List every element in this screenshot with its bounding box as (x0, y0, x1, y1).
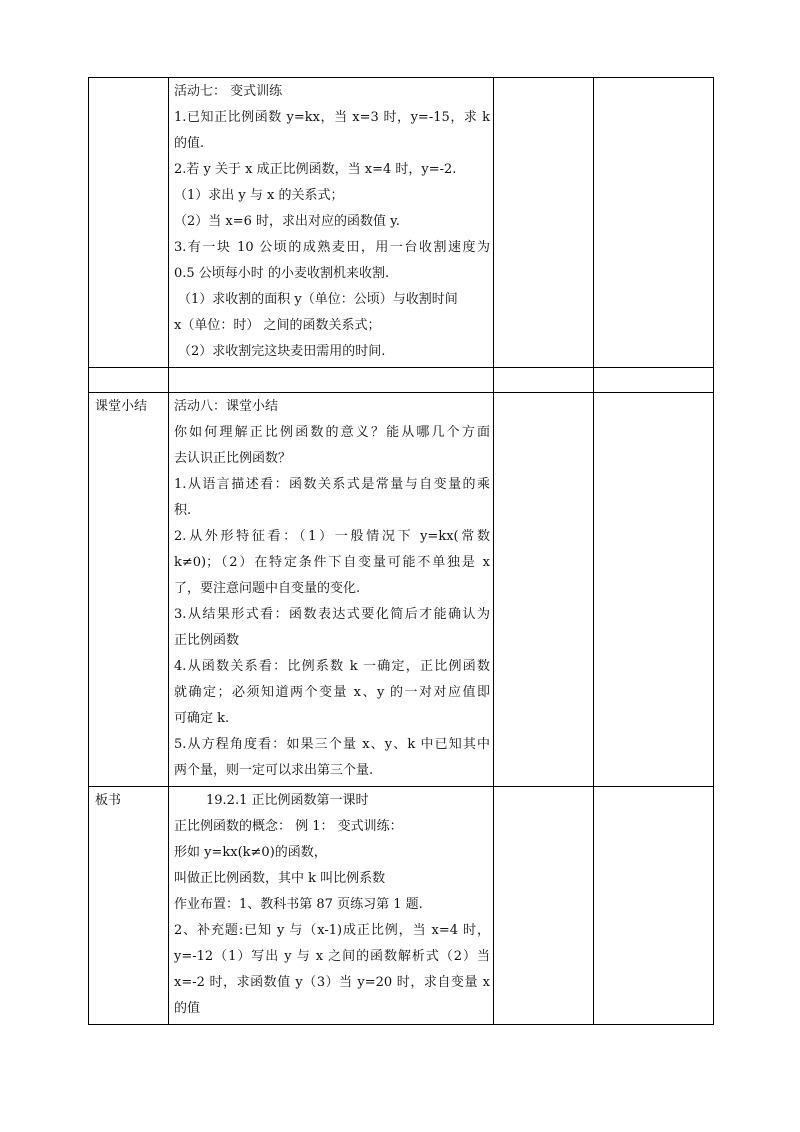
empty-cell (494, 393, 594, 787)
text-line: y=-12（1）写出 y 与 x 之间的函数解析式（2）当 (174, 949, 490, 964)
text-line: 2、补充题:已知 y 与（x-1)成正比例，当 x=4 时， (174, 923, 490, 938)
text-line: 的值 (174, 1001, 201, 1016)
text-line: （2）当 x=6 时，求出对应的函数值 y. (174, 214, 400, 229)
empty-cell (494, 78, 594, 368)
lesson-plan-table (88, 77, 714, 1025)
text-line: 了，要注意问题中自变量的变化. (174, 581, 361, 596)
empty-cell (594, 787, 714, 1025)
text-line: 0.5 公顷每小时 的小麦收割机来收割. (174, 266, 390, 281)
text-line: 正比例函数的概念： 例 1： 变式训练： (174, 819, 403, 834)
text-line: 3.从结果形式看：函数表达式要化简后才能确认为 (174, 607, 490, 622)
activity-7-title: 活动七： 变式训练 (174, 84, 283, 99)
empty-cell (594, 78, 714, 368)
text-line: x=-2 时，求函数值 y（3）当 y=20 时，求自变量 x (174, 975, 490, 990)
text-line: 4.从函数关系看：比例系数 k 一确定，正比例函数 (174, 659, 490, 674)
text-line: （1）求出 y 与 x 的关系式； (174, 188, 344, 203)
text-line: 积. (174, 503, 192, 518)
content-cell (169, 393, 494, 787)
text-line: 去认识正比例函数？ (174, 451, 292, 466)
label-cell (89, 393, 169, 787)
empty-cell (594, 393, 714, 787)
text-line: 作业布置：1、教科书第 87 页练习第 1 题. (174, 897, 423, 912)
text-line: 1.已知正比例函数 y=kx，当 x=3 时，y=-15，求 k (174, 110, 490, 125)
empty-cell (494, 787, 594, 1025)
section-label-board: 板书 (95, 793, 122, 808)
text-line: 3.有一块 10 公顷的成熟麦田，用一台收割速度为 (174, 240, 490, 255)
text-line: 形如 y=kx(k≠0)的函数， (174, 845, 327, 860)
text-line: 就确定；必须知道两个变量 x、y 的一对对应值即 (174, 685, 490, 700)
text-line: x（单位：时） 之间的函数关系式； (174, 318, 381, 333)
text-line: 2.若 y 关于 x 成正比例函数，当 x=4 时，y=-2. (174, 162, 457, 177)
table-row-board-writing (89, 787, 714, 1025)
table-row-class-summary (89, 393, 714, 787)
text-line: 可确定 k. (174, 711, 230, 726)
content-cell (169, 78, 494, 368)
table-row-activity-7 (89, 78, 714, 368)
text-line: 两个量，则一定可以求出第三个量. (174, 763, 374, 778)
activity-8-title: 活动八：课堂小结 (174, 399, 279, 414)
text-line: （1）求收割的面积 y（单位：公顷）与收割时间 (178, 292, 458, 307)
text-line: 叫做正比例函数，其中 k 叫比例系数 (174, 871, 386, 886)
text-line: 5.从方程角度看：如果三个量 x、y、k 中已知其中 (174, 737, 490, 752)
text-line: 2.从外形特征看：（1）一般情况下 y=kx(常数 (174, 529, 490, 544)
text-line: 你如何理解正比例函数的意义？能从哪几个方面 (174, 425, 490, 440)
text-line: k≠0)；（2）在特定条件下自变量可能不单独是 x (174, 555, 490, 570)
text-line: 1.从语言描述看：函数关系式是常量与自变量的乘 (174, 477, 490, 492)
section-label-summary: 课堂小结 (95, 399, 148, 414)
label-cell (89, 787, 169, 1025)
text-line: 的值. (174, 136, 205, 151)
table-row-spacer (89, 368, 714, 393)
label-cell (89, 78, 169, 368)
content-cell (169, 787, 494, 1025)
text-line: 正比例函数 (174, 633, 240, 648)
text-line: （2）求收割完这块麦田需用的时间. (178, 344, 386, 359)
board-title: 19.2.1 正比例函数第一课时 (206, 793, 369, 808)
